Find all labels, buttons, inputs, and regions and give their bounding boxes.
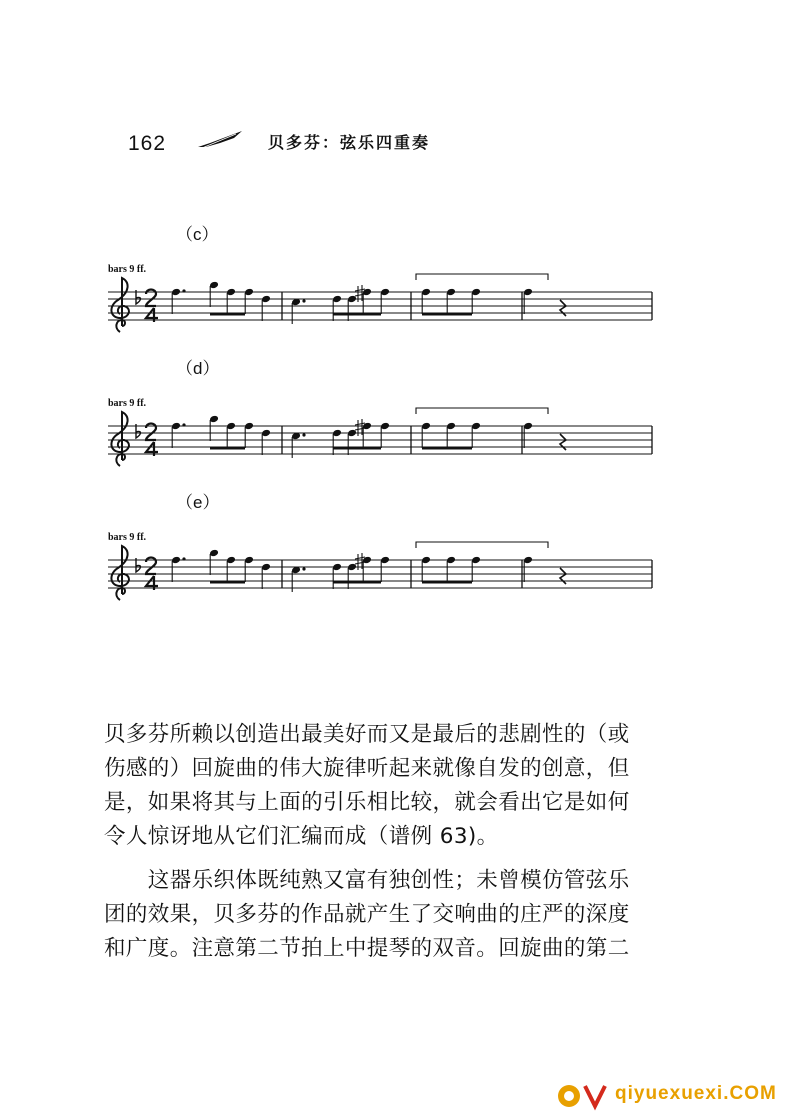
- bars-note-c: bars 9 ff.: [108, 264, 147, 275]
- text-line: 伤感的）回旋曲的伟大旋律听起来就像自发的创意，但: [104, 756, 630, 781]
- paragraph-2: [104, 864, 664, 966]
- phrase-bracket: [416, 274, 548, 280]
- example-label-d: （d）: [176, 359, 220, 378]
- augmentation-dot: [302, 433, 305, 436]
- music-staff-d: [104, 406, 664, 476]
- phrase-bracket: [416, 408, 548, 414]
- text-line: 这器乐织体既纯熟又富有独创性；未曾模仿管弦乐: [104, 868, 630, 893]
- bars-note-d: bars 9 ff.: [108, 398, 147, 409]
- text-line: 令人惊讶地从它们汇编而成（谱例 63)。: [104, 824, 499, 849]
- text-line: 和广度。注意第二节拍上中提琴的双音。回旋曲的第二: [104, 936, 630, 961]
- running-title: 贝多芬：弦乐四重奏: [268, 133, 431, 152]
- treble-clef-icon: [111, 546, 129, 600]
- bars-note-e: bars 9 ff.: [108, 532, 147, 543]
- quarter-rest-icon: [560, 568, 566, 584]
- treble-clef-icon: [111, 412, 129, 466]
- quarter-rest-icon: [560, 434, 566, 450]
- music-staff-e: [104, 540, 664, 610]
- watermark-text: qiyuexuexi.COM: [615, 1083, 777, 1104]
- augmentation-dot: [182, 557, 185, 560]
- augmentation-dot: [182, 289, 185, 292]
- quarter-rest-icon: [560, 300, 566, 316]
- site-watermark: [555, 1080, 785, 1112]
- augmentation-dot: [302, 567, 305, 570]
- page-number: 162: [128, 132, 167, 155]
- augmentation-dot: [302, 299, 305, 302]
- augmentation-dot: [182, 423, 185, 426]
- phrase-bracket: [416, 542, 548, 548]
- treble-clef-icon: [111, 278, 129, 332]
- text-line: 贝多芬所赖以创造出最美好而又是最后的悲剧性的（或: [104, 722, 630, 747]
- example-label-e: （e）: [176, 493, 220, 512]
- paragraph-1: [104, 718, 664, 854]
- text-line: 是，如果将其与上面的引乐相比较，就会看出它是如何: [104, 790, 630, 815]
- text-line: 团的效果，贝多芬的作品就产生了交响曲的庄严的深度: [104, 902, 630, 927]
- quill-pen-icon: [196, 130, 244, 150]
- example-label-c: （c）: [176, 225, 219, 244]
- watermark-logo-icon: [555, 1080, 613, 1112]
- music-staff-c: [104, 272, 664, 342]
